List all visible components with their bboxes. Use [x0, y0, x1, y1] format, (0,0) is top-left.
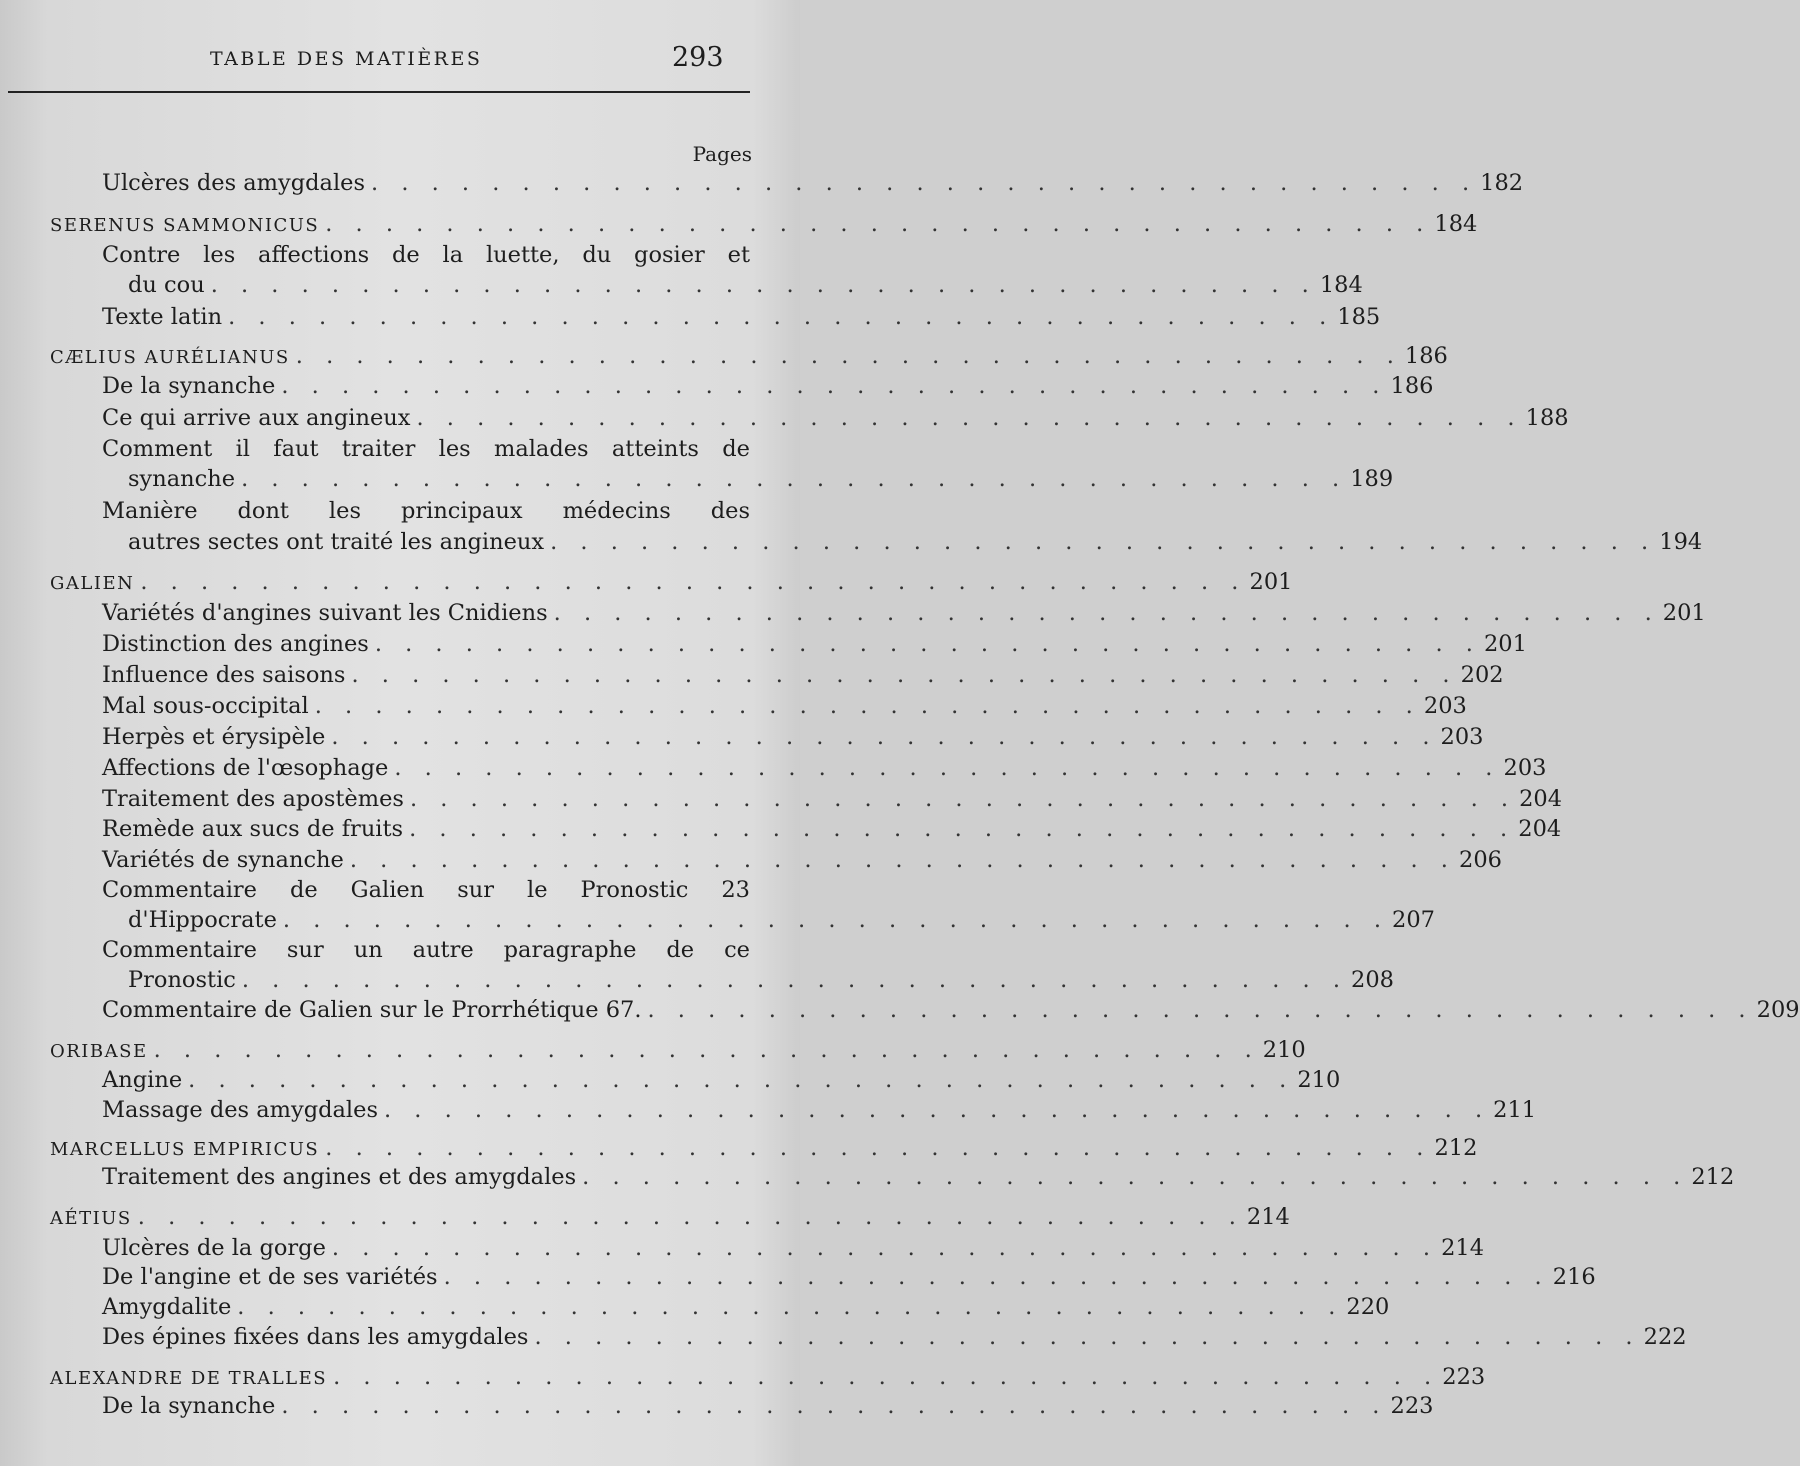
toc-entry-page: 189 — [1350, 466, 1394, 492]
toc-entry-title: De la synanche — [102, 373, 276, 399]
toc-entry-title: Amygdalite — [102, 1294, 232, 1320]
toc-author-name: GALIEN — [50, 573, 135, 594]
toc-entry-page: 216 — [1552, 1264, 1596, 1290]
toc-entry-page: 223 — [1390, 1393, 1434, 1419]
dot-leader: . . . . . . . . . . . . . . . . . . . . . . . . . . . . . . . . . . . . . — [553, 600, 1660, 626]
dot-leader: . . . . . . . . . . . . . . . . . . . . . . . . . . . . . . . . . . . . . — [241, 466, 1348, 492]
toc-entry-page: 204 — [1519, 786, 1563, 812]
toc-entry — [102, 755, 1547, 786]
toc-entry-page: 207 — [1392, 907, 1435, 933]
dot-leader: . . . . . . . . . . . . . . . . . . . . . . . . . . . . . . . . . . . . . — [349, 847, 1456, 873]
dot-leader: . . . . . . . . . . . . . . . . . . . . . . . . . . . . . . . . . . . . . — [153, 1037, 1260, 1063]
toc-entry-title: Angine — [102, 1067, 183, 1093]
toc-entry-title: du cou — [128, 272, 205, 298]
toc-entry-page: 201 — [1249, 569, 1293, 595]
toc-author-entry — [50, 343, 1448, 374]
toc-entry — [102, 786, 1563, 817]
toc-entry — [102, 1294, 1390, 1325]
toc-entry — [102, 1264, 1596, 1295]
toc-entry-title-line: Comment il faut traiter les malades atteints de — [102, 436, 750, 462]
toc-entry-page: 212 — [1691, 1164, 1735, 1190]
dot-leader: . . . . . . . . . . . . . . . . . . . . . . . . . . . . . . . . . . . . . — [647, 997, 1754, 1023]
toc-entry-title: Herpès et érysipèle — [102, 724, 326, 750]
toc-author-name: ORIBASE — [50, 1041, 148, 1062]
toc-entry-page: 204 — [1518, 816, 1562, 842]
toc-entry-page: 214 — [1441, 1235, 1485, 1261]
toc-entry-page: 211 — [1493, 1097, 1537, 1123]
toc-entry-page: 214 — [1246, 1204, 1290, 1230]
dot-leader: . . . . . . . . . . . . . . . . . . . . . . . . . . . . . . . . . . . . . — [137, 1204, 1244, 1230]
dot-leader: . . . . . . . . . . . . . . . . . . . . . . . . . . . . . . . . . . . . . — [550, 529, 1657, 555]
toc-entry — [102, 1324, 1687, 1355]
toc-entry — [102, 1067, 1341, 1098]
toc-entry — [102, 662, 1504, 693]
dot-leader: . . . . . . . . . . . . . . . . . . . . . . . . . . . . . . . . . . . . . — [314, 693, 1421, 719]
toc-entry — [102, 405, 1569, 436]
running-title: TABLE DES MATIÈRES — [210, 48, 483, 70]
toc-entry — [128, 466, 1394, 497]
toc-entry-page: 220 — [1346, 1294, 1390, 1320]
toc-entry-title-line: Commentaire de Galien sur le Pronostic 23 — [102, 877, 750, 903]
toc-entry-title: Affections de l'œsophage — [102, 755, 389, 781]
dot-leader: . . . . . . . . . . . . . . . . . . . . . . . . . . . . . . . . . . . . . — [210, 272, 1317, 298]
toc-entry-page: 203 — [1440, 724, 1484, 750]
toc-entry — [128, 967, 1394, 998]
toc-entry-page: 202 — [1460, 662, 1504, 688]
dot-leader: . . . . . . . . . . . . . . . . . . . . . . . . . . . . . . . . . . . . . — [281, 373, 1388, 399]
toc-entry — [128, 529, 1703, 560]
toc-author-name: MARCELLUS EMPIRICUS — [50, 1139, 320, 1160]
dot-leader: . . . . . . . . . . . . . . . . . . . . . . . . . . . . . . . . . . . . . — [237, 1294, 1344, 1320]
dot-leader: . . . . . . . . . . . . . . . . . . . . . . . . . . . . . . . . . . . . . — [351, 662, 1458, 688]
toc-entry-title: Ce qui arrive aux angineux — [102, 405, 411, 431]
toc-entry — [102, 816, 1562, 847]
toc-entry-title: De l'angine et de ses variétés — [102, 1264, 438, 1290]
dot-leader: . . . . . . . . . . . . . . . . . . . . . . . . . . . . . . . . . . . . . — [443, 1264, 1550, 1290]
dot-leader: . . . . . . . . . . . . . . . . . . . . . . . . . . . . . . . . . . . . . — [371, 170, 1478, 196]
toc-entry-title: Ulcères de la gorge — [102, 1235, 326, 1261]
toc-entry-page: 210 — [1297, 1067, 1341, 1093]
dot-leader: . . . . . . . . . . . . . . . . . . . . . . . . . . . . . . . . . . . . . — [188, 1067, 1295, 1093]
toc-entry-page: 184 — [1434, 211, 1478, 237]
toc-entry — [102, 304, 1381, 335]
toc-entry-title: Pronostic — [128, 967, 236, 993]
toc-entry — [102, 631, 1527, 662]
toc-entry-title: De la synanche — [102, 1393, 276, 1419]
dot-leader: . . . . . . . . . . . . . . . . . . . . . . . . . . . . . . . . . . . . . — [331, 724, 1438, 750]
toc-author-entry — [50, 1364, 1486, 1395]
toc-entry-page: 186 — [1390, 373, 1434, 399]
toc-entry-title: Des épines fixées dans les amygdales — [102, 1324, 529, 1350]
pages-column-label: Pages — [692, 142, 752, 166]
toc-author-entry — [50, 569, 1293, 600]
toc-entry — [102, 724, 1484, 755]
toc-entry-page: 194 — [1659, 529, 1703, 555]
toc-entry-title: Variétés d'angines suivant les Cnidiens — [102, 600, 548, 626]
dot-leader: . . . . . . . . . . . . . . . . . . . . . . . . . . . . . . . . . . . . . — [140, 569, 1247, 595]
toc-entry-page: 186 — [1404, 343, 1448, 369]
dot-leader: . . . . . . . . . . . . . . . . . . . . . . . . . . . . . . . . . . . . . — [582, 1164, 1689, 1190]
dot-leader: . . . . . . . . . . . . . . . . . . . . . . . . . . . . . . . . . . . . . — [409, 786, 1517, 812]
toc-entry-title: Variétés de synanche — [102, 847, 344, 873]
dot-leader: . . . . . . . . . . . . . . . . . . . . . . . . . . . . . . . . . . . . . — [394, 755, 1501, 781]
toc-entry-page: 206 — [1459, 847, 1502, 873]
toc-entry — [102, 373, 1434, 404]
toc-author-name: AÉTIUS — [50, 1208, 132, 1229]
toc-author-entry — [50, 211, 1478, 242]
dot-leader: . . . . . . . . . . . . . . . . . . . . . . . . . . . . . . . . . . . . . — [409, 816, 1516, 842]
toc-entry-page: 212 — [1434, 1135, 1478, 1161]
toc-entry-page: 201 — [1662, 600, 1706, 626]
toc-entry-title: Commentaire de Galien sur le Prorrhétique 67. — [102, 997, 642, 1023]
toc-entry-page: 223 — [1442, 1364, 1486, 1390]
toc-entry-title: Ulcères des amygdales — [102, 170, 366, 196]
toc-entry — [102, 1097, 1537, 1128]
page-number: 293 — [672, 42, 724, 73]
toc-entry-page: 182 — [1480, 170, 1524, 196]
dot-leader: . . . . . . . . . . . . . . . . . . . . . . . . . . . . . . . . . . . . . — [282, 907, 1389, 933]
dot-leader: . . . . . . . . . . . . . . . . . . . . . . . . . . . . . . . . . . . . . — [384, 1097, 1491, 1123]
toc-entry-title-line: Manière dont les principaux médecins des — [102, 498, 750, 524]
toc-entry — [128, 907, 1435, 938]
toc-author-name: SERENUS SAMMONICUS — [50, 215, 320, 236]
dot-leader: . . . . . . . . . . . . . . . . . . . . . . . . . . . . . . . . . . . . . — [333, 1364, 1440, 1390]
toc-author-entry — [50, 1037, 1306, 1068]
toc-entry-page: 210 — [1262, 1037, 1306, 1063]
toc-author-entry — [50, 1204, 1290, 1235]
toc-entry — [102, 693, 1467, 724]
toc-author-entry — [50, 1135, 1478, 1166]
toc-author-name: CÆLIUS AURÉLIANUS — [50, 347, 290, 368]
toc-entry-page: 201 — [1483, 631, 1527, 657]
toc-entry — [102, 847, 1502, 878]
toc-entry-title: Influence des saisons — [102, 662, 346, 688]
toc-entry-page: 185 — [1337, 304, 1381, 330]
toc-entry-page: 188 — [1525, 405, 1569, 431]
toc-entry-title: synanche — [128, 466, 236, 492]
toc-entry — [102, 600, 1706, 631]
dot-leader: . . . . . . . . . . . . . . . . . . . . . . . . . . . . . . . . . . . . . — [325, 1135, 1432, 1161]
toc-entry-page: 203 — [1423, 693, 1467, 719]
toc-entry — [102, 1393, 1434, 1424]
toc-entry — [102, 170, 1524, 201]
toc-entry-page: 184 — [1319, 272, 1363, 298]
toc-entry-page: 208 — [1351, 967, 1394, 993]
dot-leader: . . . . . . . . . . . . . . . . . . . . . . . . . . . . . . . . . . . . . — [534, 1324, 1641, 1350]
toc-entry-title: d'Hippocrate — [128, 907, 277, 933]
dot-leader: . . . . . . . . . . . . . . . . . . . . . . . . . . . . . . . . . . . . . — [228, 304, 1335, 330]
dot-leader: . . . . . . . . . . . . . . . . . . . . . . . . . . . . . . . . . . . . . — [241, 967, 1348, 993]
dot-leader: . . . . . . . . . . . . . . . . . . . . . . . . . . . . . . . . . . . . . — [295, 343, 1402, 369]
toc-entry — [102, 997, 1800, 1028]
toc-author-name: ALEXANDRE DE TRALLES — [50, 1368, 328, 1389]
toc-entry — [102, 1235, 1485, 1266]
toc-entry-title: Traitement des apostèmes — [102, 786, 404, 812]
toc-entry-page: 209 — [1756, 997, 1800, 1023]
toc-entry-title: Massage des amygdales — [102, 1097, 378, 1123]
toc-entry-page: 203 — [1503, 755, 1547, 781]
dot-leader: . . . . . . . . . . . . . . . . . . . . . . . . . . . . . . . . . . . . . — [281, 1393, 1388, 1419]
toc-entry — [128, 272, 1363, 303]
dot-leader: . . . . . . . . . . . . . . . . . . . . . . . . . . . . . . . . . . . . . — [325, 211, 1432, 237]
dot-leader: . . . . . . . . . . . . . . . . . . . . . . . . . . . . . . . . . . . . . — [331, 1235, 1439, 1261]
toc-entry-title-line: Commentaire sur un autre paragraphe de ce — [102, 937, 750, 963]
toc-entry-title: autres sectes ont traité les angineux — [128, 529, 545, 555]
toc-entry-title: Mal sous-occipital — [102, 693, 309, 719]
dot-leader: . . . . . . . . . . . . . . . . . . . . . . . . . . . . . . . . . . . . . — [416, 405, 1523, 431]
toc-entry-page: 222 — [1643, 1324, 1687, 1350]
toc-entry-title: Distinction des angines — [102, 631, 369, 657]
toc-entry-title-line: Contre les affections de la luette, du gosier et — [102, 242, 750, 268]
toc-entry — [102, 1164, 1735, 1195]
toc-entry-title: Traitement des angines et des amygdales — [102, 1164, 577, 1190]
toc-entry-title: Texte latin — [102, 304, 223, 330]
toc-entry-title: Remède aux sucs de fruits — [102, 816, 404, 842]
dot-leader: . . . . . . . . . . . . . . . . . . . . . . . . . . . . . . . . . . . . . — [374, 631, 1481, 657]
